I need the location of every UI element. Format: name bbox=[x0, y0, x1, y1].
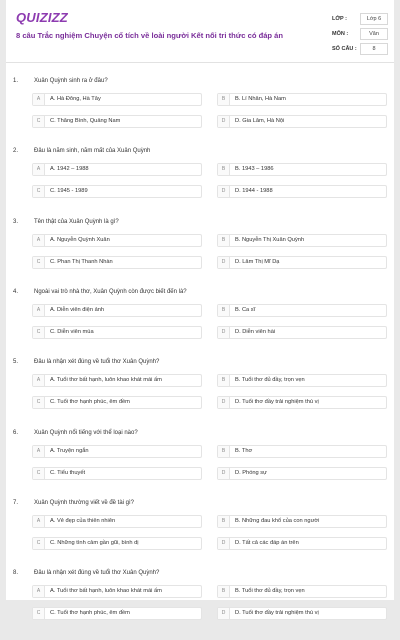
meta-question-count-label: SỐ CÂU : bbox=[332, 46, 357, 52]
answer-option-a[interactable] bbox=[32, 445, 202, 458]
answer-option-a[interactable] bbox=[32, 515, 202, 528]
worksheet-header bbox=[6, 0, 394, 62]
answer-option-c[interactable] bbox=[32, 467, 202, 480]
option-text: B. Thơ bbox=[235, 447, 253, 454]
option-letter-badge: D bbox=[218, 327, 230, 338]
answer-option-b[interactable] bbox=[217, 445, 387, 458]
option-letter-badge: A bbox=[33, 516, 45, 527]
question-item bbox=[6, 570, 394, 640]
question-number: 7. bbox=[13, 499, 19, 506]
option-text: C. Tuổi thơ hạnh phúc, êm đềm bbox=[50, 399, 130, 406]
option-text: A. Diễn viên điện ảnh bbox=[50, 306, 105, 313]
option-text: C. Những tình cảm gần gũi, bình dị bbox=[50, 539, 139, 546]
question-text: Xuân Quỳnh nổi tiếng với thể loại nào? bbox=[34, 429, 138, 436]
option-letter-badge: B bbox=[218, 446, 230, 457]
option-text: C. 1945 - 1989 bbox=[50, 188, 88, 195]
option-text: B. Lí Nhân, Hà Nam bbox=[235, 96, 286, 102]
meta-question-count bbox=[332, 43, 388, 57]
option-letter-badge: B bbox=[218, 375, 230, 386]
option-text: D. Lâm Thị Mĩ Dạ bbox=[235, 258, 280, 265]
meta-subject bbox=[332, 28, 388, 42]
answer-option-b[interactable] bbox=[217, 234, 387, 247]
option-letter-badge: D bbox=[218, 468, 230, 479]
answer-option-d[interactable] bbox=[217, 396, 387, 409]
option-letter-badge: C bbox=[33, 327, 45, 338]
option-letter-badge: C bbox=[33, 608, 45, 619]
meta-subject-label: MÔN : bbox=[332, 31, 349, 37]
option-letter-badge: A bbox=[33, 164, 45, 175]
answer-option-c[interactable] bbox=[32, 607, 202, 620]
option-letter-badge: A bbox=[33, 586, 45, 597]
option-letter-badge: C bbox=[33, 538, 45, 549]
option-letter-badge: B bbox=[218, 305, 230, 316]
answer-option-a[interactable] bbox=[32, 163, 202, 176]
answer-option-b[interactable] bbox=[217, 93, 387, 106]
option-text: C. Phan Thị Thanh Nhàn bbox=[50, 258, 113, 265]
question-text: Xuân Quỳnh sinh ra ở đâu? bbox=[34, 78, 108, 84]
option-text: A. Hà Đông, Hà Tây bbox=[50, 96, 101, 102]
option-letter-badge: A bbox=[33, 94, 45, 105]
answer-option-b[interactable] bbox=[217, 163, 387, 176]
option-text: D. 1944 - 1988 bbox=[235, 188, 273, 195]
answer-option-b[interactable] bbox=[217, 304, 387, 317]
option-text: C. Thăng Bình, Quảng Nam bbox=[50, 118, 121, 124]
option-text: C. Diễn viên múa bbox=[50, 328, 94, 335]
option-letter-badge: D bbox=[218, 608, 230, 619]
question-text: Ngoài vai trò nhà thơ, Xuân Quỳnh còn được biết đến là? bbox=[34, 288, 187, 295]
option-letter-badge: B bbox=[218, 235, 230, 246]
answer-option-d[interactable] bbox=[217, 537, 387, 550]
question-number: 3. bbox=[13, 218, 19, 225]
question-item bbox=[6, 500, 394, 570]
option-text: D. Tất cả các đáp án trên bbox=[235, 539, 299, 546]
option-text: B. 1943 – 1986 bbox=[235, 166, 274, 173]
answer-option-d[interactable] bbox=[217, 115, 387, 128]
option-text: B. Ca sĩ bbox=[235, 306, 256, 313]
option-text: A. Truyện ngắn bbox=[50, 447, 89, 454]
answer-option-b[interactable] bbox=[217, 374, 387, 387]
option-text: D. Diễn viên hài bbox=[235, 328, 276, 335]
question-item bbox=[6, 359, 394, 429]
answer-option-d[interactable] bbox=[217, 467, 387, 480]
question-number: 8. bbox=[13, 570, 19, 577]
option-text: D. Tuổi thơ đầy trải nghiệm thú vị bbox=[235, 610, 319, 617]
option-letter-badge: C bbox=[33, 468, 45, 479]
option-letter-badge: D bbox=[218, 397, 230, 408]
option-letter-badge: B bbox=[218, 516, 230, 527]
answer-option-a[interactable] bbox=[32, 93, 202, 106]
question-number: 1. bbox=[13, 78, 19, 84]
quizizz-logo: QUIZIZZ bbox=[16, 10, 68, 25]
question-text: Đâu là nhận xét đúng về tuổi thơ Xuân Quỳnh? bbox=[34, 359, 160, 366]
option-letter-badge: A bbox=[33, 305, 45, 316]
question-number: 2. bbox=[13, 148, 19, 155]
option-text: B. Nguyễn Thị Xuân Quỳnh bbox=[235, 236, 305, 243]
option-letter-badge: A bbox=[33, 375, 45, 386]
answer-option-a[interactable] bbox=[32, 234, 202, 247]
question-item bbox=[6, 78, 394, 148]
option-text: C. Tiểu thuyết bbox=[50, 469, 86, 476]
question-item bbox=[6, 430, 394, 500]
answer-option-b[interactable] bbox=[217, 585, 387, 598]
meta-grade bbox=[332, 13, 388, 27]
meta-grade-label: LỚP : bbox=[332, 16, 347, 22]
option-text: D. Gia Lâm, Hà Nội bbox=[235, 118, 285, 124]
answer-option-b[interactable] bbox=[217, 515, 387, 528]
meta-subject-value: Văn bbox=[360, 28, 388, 40]
option-letter-badge: C bbox=[33, 397, 45, 408]
answer-option-c[interactable] bbox=[32, 256, 202, 269]
answer-option-c[interactable] bbox=[32, 326, 202, 339]
option-letter-badge: D bbox=[218, 116, 230, 127]
question-text: Tên thật của Xuân Quỳnh là gì? bbox=[34, 218, 119, 225]
question-item bbox=[6, 289, 394, 359]
answer-option-c[interactable] bbox=[32, 396, 202, 409]
option-letter-badge: C bbox=[33, 116, 45, 127]
option-text: B. Tuổi thơ đủ đầy, trọn vẹn bbox=[235, 588, 305, 595]
question-item bbox=[6, 219, 394, 289]
option-text: A. 1942 – 1988 bbox=[50, 166, 89, 173]
option-letter-badge: C bbox=[33, 186, 45, 197]
worksheet-page bbox=[6, 0, 394, 617]
question-text: Xuân Quỳnh thường viết về đề tài gì? bbox=[34, 499, 135, 506]
header-divider bbox=[6, 62, 394, 63]
option-letter-badge: B bbox=[218, 94, 230, 105]
option-text: A. Tuổi thơ bất hạnh, luôn khao khát mái ấm bbox=[50, 588, 162, 595]
answer-option-c[interactable] bbox=[32, 537, 202, 550]
question-number: 5. bbox=[13, 359, 19, 366]
option-text: B. Những đau khổ của con người bbox=[235, 517, 320, 524]
answer-option-c[interactable] bbox=[32, 185, 202, 198]
option-text: C. Tuổi thơ hạnh phúc, êm đềm bbox=[50, 610, 130, 617]
meta-question-count-value: 8 bbox=[360, 43, 388, 55]
option-letter-badge: D bbox=[218, 186, 230, 197]
answer-option-d[interactable] bbox=[217, 326, 387, 339]
option-text: D. Tuổi thơ đầy trải nghiệm thú vị bbox=[235, 399, 319, 406]
option-text: B. Tuổi thơ đủ đầy, trọn vẹn bbox=[235, 377, 305, 384]
meta-grade-value: Lớp 6 bbox=[360, 13, 388, 25]
answer-option-d[interactable] bbox=[217, 607, 387, 620]
option-letter-badge: D bbox=[218, 538, 230, 549]
option-letter-badge: B bbox=[218, 586, 230, 597]
question-text: Đâu là năm sinh, năm mất của Xuân Quỳnh bbox=[34, 148, 151, 155]
option-letter-badge: C bbox=[33, 257, 45, 268]
question-text: Đâu là nhận xét đúng về tuổi thơ Xuân Quỳnh? bbox=[34, 570, 160, 577]
option-letter-badge: D bbox=[218, 257, 230, 268]
answer-option-c[interactable] bbox=[32, 115, 202, 128]
answer-option-a[interactable] bbox=[32, 585, 202, 598]
worksheet-title: 8 câu Trắc nghiệm Chuyện cổ tích về loài người Kết nối tri thức có đáp án bbox=[16, 31, 284, 40]
option-text: A. Tuổi thơ bất hạnh, luôn khao khát mái ấm bbox=[50, 377, 162, 384]
option-text: A. Vẻ đẹp của thiên nhiên bbox=[50, 517, 116, 524]
option-letter-badge: B bbox=[218, 164, 230, 175]
option-text: A. Nguyễn Quỳnh Xuân bbox=[50, 236, 110, 243]
answer-option-a[interactable] bbox=[32, 374, 202, 387]
answer-option-d[interactable] bbox=[217, 185, 387, 198]
question-item bbox=[6, 148, 394, 218]
answer-option-d[interactable] bbox=[217, 256, 387, 269]
answer-option-a[interactable] bbox=[32, 304, 202, 317]
option-letter-badge: A bbox=[33, 235, 45, 246]
option-text: D. Phóng sự bbox=[235, 469, 267, 476]
question-number: 6. bbox=[13, 429, 19, 436]
question-number: 4. bbox=[13, 288, 19, 295]
option-letter-badge: A bbox=[33, 446, 45, 457]
